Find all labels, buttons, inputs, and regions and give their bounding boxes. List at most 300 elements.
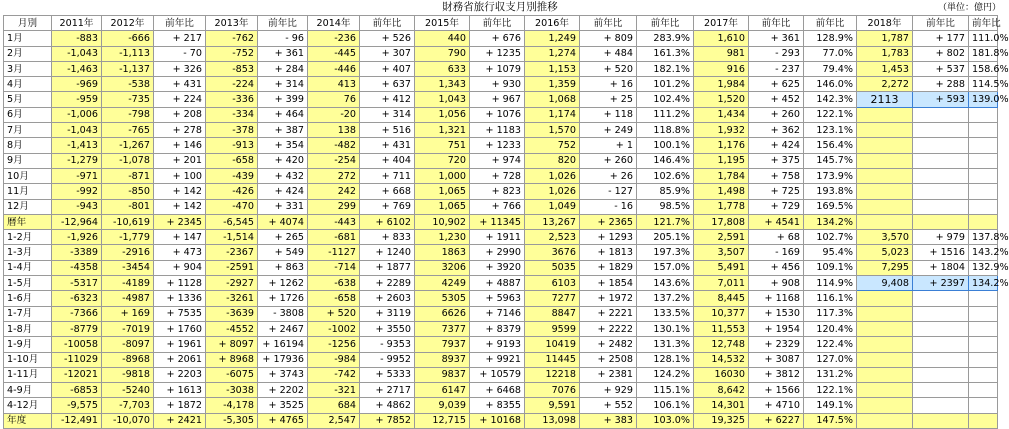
table-cell[interactable]: 7277 bbox=[525, 291, 580, 306]
table-cell[interactable]: + 326 bbox=[154, 61, 206, 76]
table-cell[interactable]: + 431 bbox=[360, 138, 415, 153]
table-cell[interactable]: 1,453 bbox=[857, 61, 913, 76]
table-cell[interactable]: + 2221 bbox=[580, 306, 637, 321]
column-header[interactable]: 月別 bbox=[4, 16, 52, 31]
table-cell[interactable]: -1,413 bbox=[52, 138, 102, 153]
table-cell[interactable]: + 1336 bbox=[154, 291, 206, 306]
table-cell[interactable]: + 420 bbox=[258, 153, 308, 168]
row-label[interactable]: 1-3月 bbox=[4, 245, 52, 260]
table-cell[interactable]: + 1961 bbox=[154, 337, 206, 352]
table-cell[interactable]: 6103 bbox=[525, 276, 580, 291]
table-cell[interactable]: + 17936 bbox=[258, 352, 308, 367]
table-cell[interactable]: 2,272 bbox=[857, 77, 913, 92]
table-cell[interactable]: + 2467 bbox=[258, 321, 308, 336]
table-cell[interactable]: 77.0% bbox=[804, 46, 857, 61]
table-cell[interactable]: 272 bbox=[308, 168, 360, 183]
table-cell[interactable]: -1,279 bbox=[52, 153, 102, 168]
table-cell[interactable]: -1,043 bbox=[52, 123, 102, 138]
table-cell[interactable]: -12,964 bbox=[52, 214, 102, 229]
table-cell[interactable]: 7076 bbox=[525, 383, 580, 398]
row-label[interactable]: 年度 bbox=[4, 413, 52, 428]
table-cell[interactable]: + 288 bbox=[913, 77, 969, 92]
row-label[interactable]: 1-7月 bbox=[4, 306, 52, 321]
table-cell[interactable]: + 637 bbox=[360, 77, 415, 92]
column-header[interactable]: 前年比 bbox=[637, 16, 694, 31]
row-label[interactable]: 1-8月 bbox=[4, 321, 52, 336]
table-cell[interactable]: + 11345 bbox=[470, 214, 525, 229]
table-cell[interactable] bbox=[857, 321, 913, 336]
table-cell[interactable]: + 331 bbox=[258, 199, 308, 214]
table-cell[interactable]: 143.6% bbox=[637, 276, 694, 291]
table-cell[interactable]: -8968 bbox=[102, 352, 154, 367]
table-cell[interactable]: 131.3% bbox=[637, 337, 694, 352]
table-cell[interactable]: + 314 bbox=[360, 107, 415, 122]
table-cell[interactable]: -4987 bbox=[102, 291, 154, 306]
table-cell[interactable]: -971 bbox=[52, 168, 102, 183]
table-cell[interactable] bbox=[857, 413, 913, 428]
table-cell[interactable]: -5,305 bbox=[206, 413, 258, 428]
table-cell[interactable]: + 284 bbox=[258, 61, 308, 76]
table-cell[interactable]: -470 bbox=[206, 199, 258, 214]
row-label[interactable]: 3月 bbox=[4, 61, 52, 76]
table-cell[interactable] bbox=[857, 352, 913, 367]
table-cell[interactable]: + 2482 bbox=[580, 337, 637, 352]
table-cell[interactable]: -984 bbox=[308, 352, 360, 367]
table-cell[interactable]: 128.9% bbox=[804, 31, 857, 46]
table-cell[interactable]: -798 bbox=[102, 107, 154, 122]
table-cell[interactable]: 1,153 bbox=[525, 61, 580, 76]
table-cell[interactable]: -10,619 bbox=[102, 214, 154, 229]
table-cell[interactable] bbox=[969, 413, 998, 428]
table-cell[interactable]: 85.9% bbox=[637, 184, 694, 199]
table-cell[interactable]: + 1262 bbox=[258, 276, 308, 291]
table-cell[interactable]: -1,137 bbox=[102, 61, 154, 76]
table-cell[interactable]: 1,056 bbox=[415, 107, 470, 122]
table-cell[interactable]: 2,591 bbox=[694, 230, 749, 245]
table-cell[interactable] bbox=[857, 398, 913, 413]
table-cell[interactable]: + 1183 bbox=[470, 123, 525, 138]
table-cell[interactable]: + 9921 bbox=[470, 352, 525, 367]
table-cell[interactable]: + 1235 bbox=[470, 46, 525, 61]
table-cell[interactable]: + 147 bbox=[154, 230, 206, 245]
table-cell[interactable]: -2927 bbox=[206, 276, 258, 291]
table-cell[interactable]: -378 bbox=[206, 123, 258, 138]
table-cell[interactable]: + 2381 bbox=[580, 367, 637, 382]
table-cell[interactable]: + 711 bbox=[360, 168, 415, 183]
column-header[interactable]: 前年比 bbox=[804, 16, 857, 31]
table-cell[interactable]: -9818 bbox=[102, 367, 154, 382]
table-cell[interactable]: + 766 bbox=[470, 199, 525, 214]
table-cell[interactable] bbox=[913, 123, 969, 138]
table-cell[interactable]: 283.9% bbox=[637, 31, 694, 46]
table-cell[interactable]: -1,078 bbox=[102, 153, 154, 168]
table-cell[interactable]: -5317 bbox=[52, 276, 102, 291]
table-cell[interactable]: + 8968 bbox=[206, 352, 258, 367]
table-cell[interactable]: + 424 bbox=[749, 138, 804, 153]
table-cell[interactable]: 118.8% bbox=[637, 123, 694, 138]
table-cell[interactable]: 1,778 bbox=[694, 199, 749, 214]
table-cell[interactable]: + 3525 bbox=[258, 398, 308, 413]
table-cell[interactable]: -3389 bbox=[52, 245, 102, 260]
table-cell[interactable]: 124.2% bbox=[637, 367, 694, 382]
table-cell[interactable]: + 930 bbox=[470, 77, 525, 92]
table-cell[interactable] bbox=[857, 306, 913, 321]
table-cell[interactable]: + 7852 bbox=[360, 413, 415, 428]
table-cell[interactable]: 1,249 bbox=[525, 31, 580, 46]
table-cell[interactable]: 12218 bbox=[525, 367, 580, 382]
column-header[interactable]: 前年比 bbox=[470, 16, 525, 31]
table-cell[interactable]: - 96 bbox=[258, 31, 308, 46]
table-cell[interactable]: -850 bbox=[102, 184, 154, 199]
table-cell[interactable] bbox=[913, 337, 969, 352]
table-cell[interactable] bbox=[857, 214, 913, 229]
table-cell[interactable]: + 6227 bbox=[749, 413, 804, 428]
table-cell[interactable]: 145.7% bbox=[804, 153, 857, 168]
table-cell[interactable]: 193.8% bbox=[804, 184, 857, 199]
table-cell[interactable]: - 9353 bbox=[360, 337, 415, 352]
table-cell[interactable]: + 908 bbox=[749, 276, 804, 291]
table-cell[interactable]: + 375 bbox=[749, 153, 804, 168]
table-cell[interactable]: 139.0% bbox=[969, 92, 998, 107]
row-label[interactable]: 4月 bbox=[4, 77, 52, 92]
table-cell[interactable]: 12,715 bbox=[415, 413, 470, 428]
table-cell[interactable]: 1,321 bbox=[415, 123, 470, 138]
table-cell[interactable]: + 1 bbox=[580, 138, 637, 153]
table-cell[interactable]: 122.1% bbox=[804, 383, 857, 398]
table-cell[interactable]: + 278 bbox=[154, 123, 206, 138]
table-cell[interactable]: + 625 bbox=[749, 77, 804, 92]
table-cell[interactable] bbox=[857, 107, 913, 122]
table-cell[interactable]: + 484 bbox=[580, 46, 637, 61]
table-cell[interactable]: + 537 bbox=[913, 61, 969, 76]
table-cell[interactable]: + 354 bbox=[258, 138, 308, 153]
table-cell[interactable]: + 802 bbox=[913, 46, 969, 61]
table-cell[interactable]: 102.4% bbox=[637, 92, 694, 107]
table-cell[interactable]: 1,932 bbox=[694, 123, 749, 138]
table-cell[interactable]: + 10579 bbox=[470, 367, 525, 382]
column-header[interactable]: 前年比 bbox=[580, 16, 637, 31]
table-cell[interactable]: -20 bbox=[308, 107, 360, 122]
table-cell[interactable]: + 432 bbox=[258, 168, 308, 183]
table-cell[interactable] bbox=[969, 398, 998, 413]
table-cell[interactable]: 111.2% bbox=[637, 107, 694, 122]
row-label[interactable]: 1-10月 bbox=[4, 352, 52, 367]
table-cell[interactable]: -4552 bbox=[206, 321, 258, 336]
row-label[interactable]: 1-6月 bbox=[4, 291, 52, 306]
table-cell[interactable]: + 6102 bbox=[360, 214, 415, 229]
table-cell[interactable] bbox=[969, 138, 998, 153]
table-cell[interactable]: 10,377 bbox=[694, 306, 749, 321]
table-cell[interactable]: -762 bbox=[206, 31, 258, 46]
table-cell[interactable]: - 127 bbox=[580, 184, 637, 199]
table-cell[interactable]: -3454 bbox=[102, 260, 154, 275]
column-header[interactable]: 2018年 bbox=[857, 16, 913, 31]
table-cell[interactable]: -8097 bbox=[102, 337, 154, 352]
column-header[interactable]: 前年比 bbox=[360, 16, 415, 31]
table-cell[interactable]: 1,359 bbox=[525, 77, 580, 92]
table-cell[interactable] bbox=[969, 123, 998, 138]
table-cell[interactable]: + 16 bbox=[580, 77, 637, 92]
column-header[interactable]: 前年比 bbox=[749, 16, 804, 31]
table-cell[interactable]: + 1516 bbox=[913, 245, 969, 260]
table-cell[interactable]: -638 bbox=[308, 276, 360, 291]
table-cell[interactable]: + 725 bbox=[749, 184, 804, 199]
table-cell[interactable]: + 728 bbox=[470, 168, 525, 183]
table-cell[interactable]: 1,000 bbox=[415, 168, 470, 183]
table-cell[interactable]: 137.2% bbox=[637, 291, 694, 306]
table-cell[interactable]: + 224 bbox=[154, 92, 206, 107]
table-cell[interactable]: -236 bbox=[308, 31, 360, 46]
table-cell[interactable]: 9599 bbox=[525, 321, 580, 336]
table-cell[interactable]: 1,570 bbox=[525, 123, 580, 138]
table-cell[interactable]: + 307 bbox=[360, 46, 415, 61]
table-cell[interactable]: 8937 bbox=[415, 352, 470, 367]
table-cell[interactable]: 130.1% bbox=[637, 321, 694, 336]
table-cell[interactable]: 413 bbox=[308, 77, 360, 92]
table-cell[interactable]: + 3550 bbox=[360, 321, 415, 336]
table-cell[interactable]: + 4710 bbox=[749, 398, 804, 413]
table-cell[interactable]: + 4862 bbox=[360, 398, 415, 413]
table-cell[interactable]: -12,491 bbox=[52, 413, 102, 428]
table-cell[interactable]: + 1972 bbox=[580, 291, 637, 306]
table-cell[interactable]: 1,784 bbox=[694, 168, 749, 183]
table-cell[interactable]: + 142 bbox=[154, 199, 206, 214]
table-cell[interactable]: 1,610 bbox=[694, 31, 749, 46]
table-cell[interactable]: -658 bbox=[308, 291, 360, 306]
table-cell[interactable]: + 1128 bbox=[154, 276, 206, 291]
table-cell[interactable] bbox=[913, 168, 969, 183]
table-cell[interactable]: 161.3% bbox=[637, 46, 694, 61]
table-cell[interactable]: 13,098 bbox=[525, 413, 580, 428]
table-cell[interactable]: 147.5% bbox=[804, 413, 857, 428]
table-cell[interactable]: + 1240 bbox=[360, 245, 415, 260]
table-cell[interactable]: + 265 bbox=[258, 230, 308, 245]
row-label[interactable]: 1-9月 bbox=[4, 337, 52, 352]
table-cell[interactable]: 128.1% bbox=[637, 352, 694, 367]
table-cell[interactable] bbox=[969, 184, 998, 199]
table-cell[interactable]: + 362 bbox=[749, 123, 804, 138]
table-cell[interactable]: + 4765 bbox=[258, 413, 308, 428]
table-cell[interactable]: + 1076 bbox=[470, 107, 525, 122]
table-cell[interactable]: -446 bbox=[308, 61, 360, 76]
table-cell[interactable] bbox=[969, 306, 998, 321]
table-cell[interactable] bbox=[913, 107, 969, 122]
table-cell[interactable]: -1,463 bbox=[52, 61, 102, 76]
column-header[interactable]: 前年比 bbox=[258, 16, 308, 31]
table-cell[interactable]: 133.5% bbox=[637, 306, 694, 321]
table-cell[interactable]: + 10168 bbox=[470, 413, 525, 428]
table-cell[interactable]: + 407 bbox=[360, 61, 415, 76]
table-cell[interactable]: + 5333 bbox=[360, 367, 415, 382]
table-cell[interactable]: + 314 bbox=[258, 77, 308, 92]
table-cell[interactable]: 440 bbox=[415, 31, 470, 46]
table-cell[interactable]: + 676 bbox=[470, 31, 525, 46]
table-cell[interactable]: -426 bbox=[206, 184, 258, 199]
table-cell[interactable]: 134.2% bbox=[969, 276, 998, 291]
table-cell[interactable]: -538 bbox=[102, 77, 154, 92]
table-cell[interactable]: -5240 bbox=[102, 383, 154, 398]
table-cell[interactable]: + 1872 bbox=[154, 398, 206, 413]
row-label[interactable]: 4-9月 bbox=[4, 383, 52, 398]
table-cell[interactable]: 1,984 bbox=[694, 77, 749, 92]
table-cell[interactable]: + 1829 bbox=[580, 260, 637, 275]
table-cell[interactable]: + 729 bbox=[749, 199, 804, 214]
table-cell[interactable]: -883 bbox=[52, 31, 102, 46]
table-cell[interactable]: - 16 bbox=[580, 199, 637, 214]
row-label[interactable]: 1-2月 bbox=[4, 230, 52, 245]
table-cell[interactable]: 114.5% bbox=[969, 77, 998, 92]
table-cell[interactable]: 12,748 bbox=[694, 337, 749, 352]
table-cell[interactable]: 169.5% bbox=[804, 199, 857, 214]
table-cell[interactable]: - 3808 bbox=[258, 306, 308, 321]
table-cell[interactable] bbox=[969, 367, 998, 382]
table-cell[interactable]: + 7146 bbox=[470, 306, 525, 321]
table-cell[interactable]: -992 bbox=[52, 184, 102, 199]
column-header[interactable]: 2017年 bbox=[694, 16, 749, 31]
table-cell[interactable]: + 3920 bbox=[470, 260, 525, 275]
table-cell[interactable]: 157.0% bbox=[637, 260, 694, 275]
table-cell[interactable]: + 26 bbox=[580, 168, 637, 183]
table-cell[interactable]: 127.0% bbox=[804, 352, 857, 367]
table-cell[interactable]: + 4074 bbox=[258, 214, 308, 229]
table-cell[interactable]: 100.1% bbox=[637, 138, 694, 153]
table-cell[interactable]: 109.1% bbox=[804, 260, 857, 275]
table-cell[interactable]: 3206 bbox=[415, 260, 470, 275]
table-cell[interactable]: + 974 bbox=[470, 153, 525, 168]
table-cell[interactable]: + 2603 bbox=[360, 291, 415, 306]
table-cell[interactable]: + 142 bbox=[154, 184, 206, 199]
table-cell[interactable]: + 1293 bbox=[580, 230, 637, 245]
table-cell[interactable]: + 2202 bbox=[258, 383, 308, 398]
table-cell[interactable] bbox=[969, 291, 998, 306]
table-cell[interactable]: 2113 bbox=[857, 92, 913, 107]
table-cell[interactable]: 3676 bbox=[525, 245, 580, 260]
table-cell[interactable]: 633 bbox=[415, 61, 470, 76]
table-cell[interactable]: -224 bbox=[206, 77, 258, 92]
row-label[interactable]: 6月 bbox=[4, 107, 52, 122]
table-cell[interactable]: 1,343 bbox=[415, 77, 470, 92]
table-cell[interactable]: 102.6% bbox=[637, 168, 694, 183]
table-cell[interactable]: 5035 bbox=[525, 260, 580, 275]
table-cell[interactable]: 9837 bbox=[415, 367, 470, 382]
table-cell[interactable]: -254 bbox=[308, 153, 360, 168]
table-cell[interactable]: + 177 bbox=[913, 31, 969, 46]
table-cell[interactable]: 95.4% bbox=[804, 245, 857, 260]
table-cell[interactable]: 137.8% bbox=[969, 230, 998, 245]
table-cell[interactable]: + 1168 bbox=[749, 291, 804, 306]
table-cell[interactable]: + 260 bbox=[749, 107, 804, 122]
table-cell[interactable]: -1,113 bbox=[102, 46, 154, 61]
table-cell[interactable]: + 404 bbox=[360, 153, 415, 168]
table-cell[interactable]: -7366 bbox=[52, 306, 102, 321]
table-cell[interactable]: + 249 bbox=[580, 123, 637, 138]
table-cell[interactable]: -8779 bbox=[52, 321, 102, 336]
table-cell[interactable]: + 464 bbox=[258, 107, 308, 122]
table-cell[interactable]: + 456 bbox=[749, 260, 804, 275]
table-cell[interactable]: 299 bbox=[308, 199, 360, 214]
table-cell[interactable]: 117.3% bbox=[804, 306, 857, 321]
table-cell[interactable]: 98.5% bbox=[637, 199, 694, 214]
table-cell[interactable]: 205.1% bbox=[637, 230, 694, 245]
table-cell[interactable]: 9,039 bbox=[415, 398, 470, 413]
table-cell[interactable]: + 100 bbox=[154, 168, 206, 183]
table-cell[interactable]: -752 bbox=[206, 46, 258, 61]
table-cell[interactable]: 114.9% bbox=[804, 276, 857, 291]
table-cell[interactable]: + 1726 bbox=[258, 291, 308, 306]
table-cell[interactable]: + 758 bbox=[749, 168, 804, 183]
table-cell[interactable]: + 2289 bbox=[360, 276, 415, 291]
table-cell[interactable]: + 473 bbox=[154, 245, 206, 260]
table-cell[interactable]: 3,507 bbox=[694, 245, 749, 260]
table-cell[interactable]: + 2990 bbox=[470, 245, 525, 260]
table-cell[interactable]: 173.9% bbox=[804, 168, 857, 183]
table-cell[interactable]: + 4541 bbox=[749, 214, 804, 229]
table-cell[interactable] bbox=[913, 184, 969, 199]
table-cell[interactable]: 684 bbox=[308, 398, 360, 413]
table-cell[interactable]: + 3119 bbox=[360, 306, 415, 321]
table-cell[interactable]: + 823 bbox=[470, 184, 525, 199]
table-cell[interactable] bbox=[913, 291, 969, 306]
table-cell[interactable]: -3038 bbox=[206, 383, 258, 398]
table-cell[interactable]: - 70 bbox=[154, 46, 206, 61]
column-header[interactable]: 2016年 bbox=[525, 16, 580, 31]
table-cell[interactable]: 8,642 bbox=[694, 383, 749, 398]
table-cell[interactable]: -658 bbox=[206, 153, 258, 168]
table-cell[interactable]: 5,491 bbox=[694, 260, 749, 275]
table-cell[interactable]: + 769 bbox=[360, 199, 415, 214]
table-cell[interactable]: -801 bbox=[102, 199, 154, 214]
table-cell[interactable]: 106.1% bbox=[637, 398, 694, 413]
table-cell[interactable] bbox=[969, 107, 998, 122]
table-cell[interactable] bbox=[913, 398, 969, 413]
table-cell[interactable]: + 904 bbox=[154, 260, 206, 275]
table-cell[interactable]: 5,023 bbox=[857, 245, 913, 260]
table-cell[interactable]: 751 bbox=[415, 138, 470, 153]
table-cell[interactable]: 146.0% bbox=[804, 77, 857, 92]
table-cell[interactable]: + 979 bbox=[913, 230, 969, 245]
table-cell[interactable]: - 293 bbox=[749, 46, 804, 61]
table-cell[interactable]: -913 bbox=[206, 138, 258, 153]
table-cell[interactable]: 146.4% bbox=[637, 153, 694, 168]
table-cell[interactable]: 101.2% bbox=[637, 77, 694, 92]
table-cell[interactable]: + 383 bbox=[580, 413, 637, 428]
table-cell[interactable]: 197.3% bbox=[637, 245, 694, 260]
table-cell[interactable]: 120.4% bbox=[804, 321, 857, 336]
table-cell[interactable]: + 6468 bbox=[470, 383, 525, 398]
table-cell[interactable]: + 260 bbox=[580, 153, 637, 168]
table-cell[interactable]: 790 bbox=[415, 46, 470, 61]
column-header[interactable]: 2013年 bbox=[206, 16, 258, 31]
table-cell[interactable]: 7937 bbox=[415, 337, 470, 352]
table-cell[interactable]: + 520 bbox=[308, 306, 360, 321]
table-cell[interactable]: -7019 bbox=[102, 321, 154, 336]
table-cell[interactable]: + 217 bbox=[154, 31, 206, 46]
table-cell[interactable]: -9,575 bbox=[52, 398, 102, 413]
table-cell[interactable]: 1863 bbox=[415, 245, 470, 260]
table-cell[interactable]: 142.3% bbox=[804, 92, 857, 107]
table-cell[interactable] bbox=[969, 337, 998, 352]
table-cell[interactable]: 9,408 bbox=[857, 276, 913, 291]
table-cell[interactable]: + 2222 bbox=[580, 321, 637, 336]
table-cell[interactable]: + 833 bbox=[360, 230, 415, 245]
table-cell[interactable]: + 2061 bbox=[154, 352, 206, 367]
row-label[interactable]: 5月 bbox=[4, 92, 52, 107]
table-cell[interactable]: -943 bbox=[52, 199, 102, 214]
table-cell[interactable] bbox=[913, 383, 969, 398]
table-cell[interactable]: 1,498 bbox=[694, 184, 749, 199]
row-label[interactable]: 2月 bbox=[4, 46, 52, 61]
table-cell[interactable]: 102.7% bbox=[804, 230, 857, 245]
